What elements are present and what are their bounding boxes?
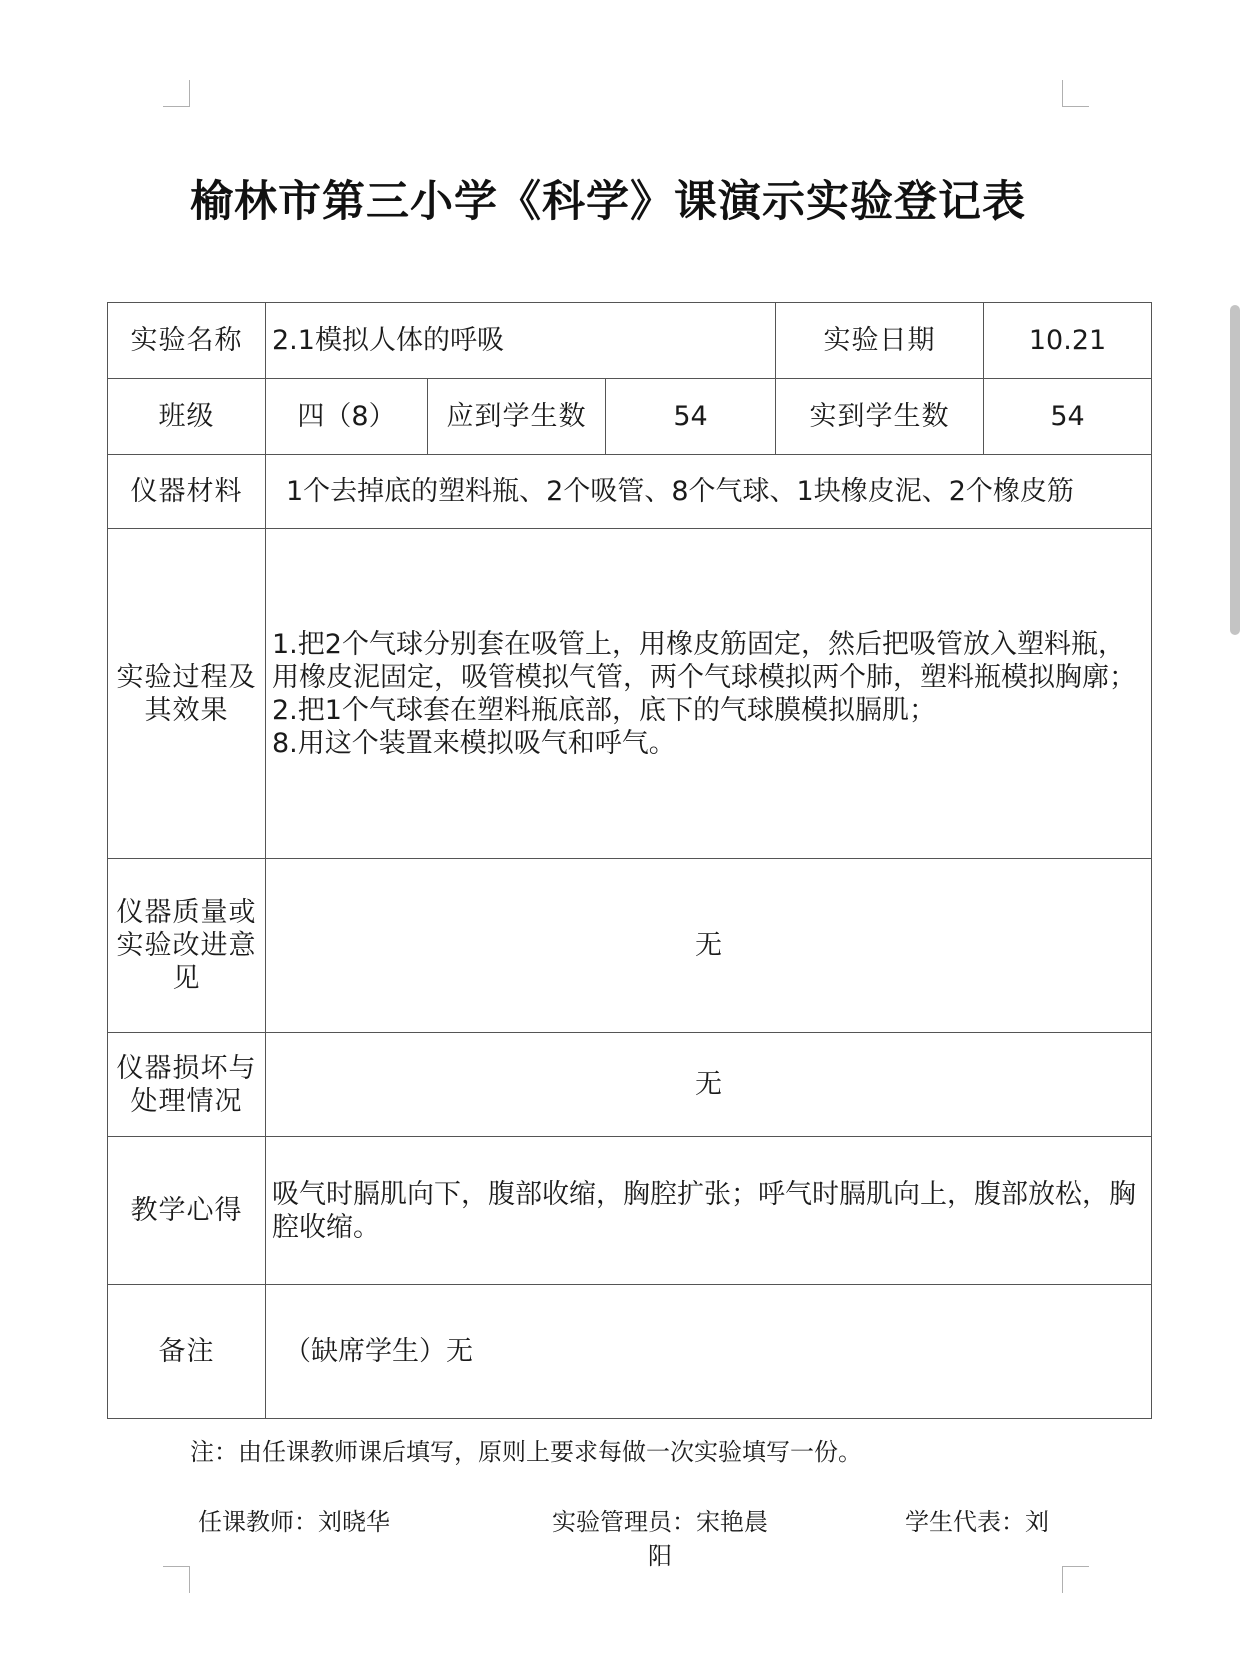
- admin-signature: 实验管理员：宋艳晨阳: [552, 1508, 768, 1570]
- scrollbar-thumb[interactable]: [1230, 305, 1240, 635]
- process-value: [266, 529, 1152, 859]
- actual-count-label: 实到学生数: [776, 379, 984, 455]
- class-label: 班级: [108, 379, 266, 455]
- registration-table: [107, 302, 1152, 1419]
- footnote: 注：由任课教师课后填写，原则上要求每做一次实验填写一份。: [190, 1438, 862, 1466]
- materials-value: 1个去掉底的塑料瓶、2个吸管、8个气球、1块橡皮泥、2个橡皮筋: [266, 455, 1152, 529]
- damage-label: 仪器损坏与处理情况: [108, 1033, 266, 1137]
- process-step: 8.用这个装置来模拟吸气和呼气。: [272, 727, 676, 759]
- class-value: 四（8）: [266, 379, 428, 455]
- remarks-label: 备注: [108, 1285, 266, 1419]
- page-corner-mark: [1062, 1566, 1089, 1593]
- remarks-value: （缺席学生）无: [266, 1285, 1152, 1419]
- damage-value: 无: [266, 1033, 1152, 1137]
- exp-name-value: 2.1模拟人体的呼吸: [266, 303, 776, 379]
- page-corner-mark: [163, 1566, 190, 1593]
- student-signature: 学生代表：刘: [905, 1508, 1049, 1536]
- process-step: 2.把1个气球套在塑料瓶底部，底下的气球膜模拟膈肌；: [272, 694, 936, 726]
- teacher-signature: 任课教师：刘晓华: [198, 1508, 390, 1536]
- exp-date-label: 实验日期: [776, 303, 984, 379]
- process-label: 实验过程及其效果: [108, 529, 266, 859]
- expected-count-value: 54: [606, 379, 776, 455]
- page-corner-mark: [163, 80, 190, 107]
- quality-value: 无: [266, 859, 1152, 1033]
- expected-count-label: 应到学生数: [428, 379, 606, 455]
- page-corner-mark: [1062, 80, 1089, 107]
- exp-name-label: 实验名称: [108, 303, 266, 379]
- exp-date-value: 10.21: [984, 303, 1152, 379]
- materials-label: 仪器材料: [108, 455, 266, 529]
- quality-label: 仪器质量或实验改进意见: [108, 859, 266, 1033]
- reflection-label: 教学心得: [108, 1137, 266, 1285]
- page-title: 榆林市第三小学《科学》课演示实验登记表: [190, 177, 1026, 227]
- process-step: 1.把2个气球分别套在吸管上，用橡皮筋固定，然后把吸管放入塑料瓶，用橡皮泥固定，吸管模拟气管，两个气球模拟两个肺，塑料瓶模拟胸廓；: [272, 628, 1136, 693]
- actual-count-value: 54: [984, 379, 1152, 455]
- reflection-value: 吸气时膈肌向下，腹部收缩，胸腔扩张；呼气时膈肌向上，腹部放松，胸腔收缩。: [266, 1137, 1152, 1285]
